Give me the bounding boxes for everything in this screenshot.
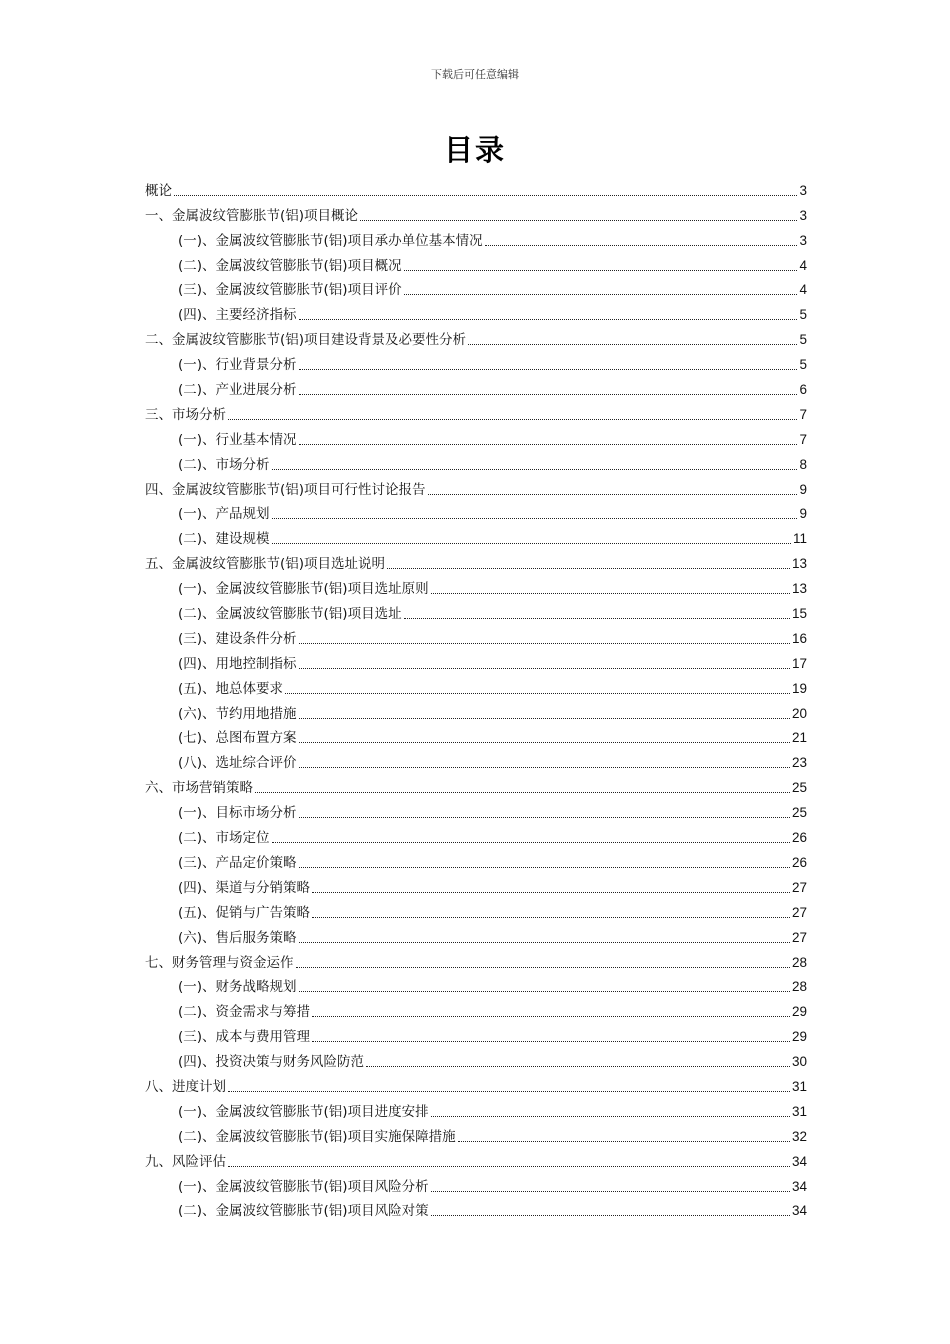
toc-page-number: 26: [791, 854, 807, 870]
dot-leader: [272, 842, 790, 843]
toc-page-number: 30: [791, 1054, 807, 1070]
toc-page-number: 19: [791, 680, 807, 696]
toc-entry-label: (二)、市场定位: [178, 830, 270, 847]
toc-entry-label: (一)、金属波纹管膨胀节(铝)项目承办单位基本情况: [178, 232, 483, 249]
toc-page-number: 25: [791, 805, 807, 821]
toc-entry-label: (一)、目标市场分析: [178, 805, 297, 822]
dot-leader: [228, 419, 797, 420]
toc-entry-label: (四)、渠道与分销策略: [178, 879, 311, 896]
toc-subentry[interactable]: [145, 251, 807, 276]
toc-entry-label: (二)、金属波纹管膨胀节(铝)项目风险对策: [178, 1203, 429, 1220]
toc-entry-label: (三)、金属波纹管膨胀节(铝)项目评价: [178, 282, 402, 299]
dot-leader: [387, 568, 790, 569]
toc-entry[interactable]: [145, 948, 807, 973]
toc-page-number: 6: [799, 382, 807, 398]
toc-subentry[interactable]: [145, 1172, 807, 1197]
dot-leader: [312, 892, 790, 893]
toc-entry-label: (二)、产业进展分析: [178, 382, 297, 399]
toc-entry-label: (一)、行业背景分析: [178, 357, 297, 374]
toc-subentry[interactable]: [145, 699, 807, 724]
toc-page-number: 34: [791, 1203, 807, 1219]
toc-entry-label: 一、金属波纹管膨胀节(铝)项目概论: [145, 207, 359, 224]
toc-entry-label: (二)、资金需求与筹措: [178, 1004, 311, 1021]
toc-page-number: 28: [791, 954, 807, 970]
dot-leader: [360, 220, 797, 221]
dot-leader: [431, 593, 790, 594]
dot-leader: [404, 294, 798, 295]
dot-leader: [431, 1116, 790, 1117]
toc-subentry[interactable]: [145, 1097, 807, 1122]
toc-subentry[interactable]: [145, 1047, 807, 1072]
toc-entry[interactable]: [145, 549, 807, 574]
toc-page-number: 28: [791, 979, 807, 995]
toc-entry-label: (二)、金属波纹管膨胀节(铝)项目实施保障措施: [178, 1128, 456, 1145]
toc-page-number: 8: [799, 456, 807, 472]
toc-entry[interactable]: [145, 325, 807, 350]
dot-leader: [285, 693, 790, 694]
toc-page-number: 27: [791, 929, 807, 945]
dot-leader: [296, 967, 790, 968]
toc-subentry[interactable]: [145, 873, 807, 898]
toc-page-number: 29: [791, 1029, 807, 1045]
toc-subentry[interactable]: [145, 973, 807, 998]
dot-leader: [255, 792, 790, 793]
toc-entry-label: 七、财务管理与资金运作: [145, 954, 294, 971]
toc-entry-label: 六、市场营销策略: [145, 780, 253, 797]
page-header-text: 下载后可任意编辑: [431, 68, 519, 81]
toc-entry-label: (三)、建设条件分析: [178, 630, 297, 647]
toc-page-number: 3: [799, 207, 807, 223]
toc-entry-label: (一)、金属波纹管膨胀节(铝)项目进度安排: [178, 1103, 429, 1120]
toc-entry-label: (一)、金属波纹管膨胀节(铝)项目选址原则: [178, 581, 429, 598]
toc-entry-label: (六)、节约用地措施: [178, 705, 297, 722]
toc-entry-label: (四)、投资决策与财务风险防范: [178, 1054, 365, 1071]
toc-entry-label: 三、市场分析: [145, 406, 226, 423]
dot-leader: [312, 1016, 790, 1017]
toc-subentry[interactable]: [145, 674, 807, 699]
table-of-contents: [145, 176, 807, 1221]
toc-subentry[interactable]: [145, 450, 807, 475]
toc-page-number: 25: [791, 780, 807, 796]
dot-leader: [312, 917, 790, 918]
dot-leader: [299, 668, 790, 669]
toc-page-number: 15: [791, 606, 807, 622]
toc-subentry[interactable]: [145, 848, 807, 873]
toc-entry-label: (二)、建设规模: [178, 531, 270, 548]
toc-entry-label: (五)、促销与广告策略: [178, 904, 311, 921]
toc-subentry[interactable]: [145, 500, 807, 525]
toc-page-number: 9: [799, 506, 807, 522]
toc-subentry[interactable]: [145, 425, 807, 450]
toc-page-number: 3: [799, 232, 807, 248]
toc-title: 目录: [443, 133, 506, 167]
toc-entry-label: 概论: [145, 182, 172, 199]
dot-leader: [299, 369, 798, 370]
toc-subentry[interactable]: [145, 748, 807, 773]
toc-entry[interactable]: [145, 1147, 807, 1172]
toc-entry[interactable]: [145, 773, 807, 798]
toc-page-number: 26: [791, 830, 807, 846]
dot-leader: [366, 1066, 790, 1067]
dot-leader: [272, 518, 798, 519]
toc-page-number: 20: [791, 705, 807, 721]
toc-subentry[interactable]: [145, 798, 807, 823]
toc-page-number: 31: [791, 1103, 807, 1119]
toc-subentry[interactable]: [145, 524, 807, 549]
dot-leader: [299, 643, 790, 644]
dot-leader: [485, 245, 798, 246]
toc-entry-label: (一)、产品规划: [178, 506, 270, 523]
dot-leader: [228, 1166, 790, 1167]
dot-leader: [404, 270, 798, 271]
toc-page-number: 5: [799, 307, 807, 323]
toc-subentry[interactable]: [145, 898, 807, 923]
toc-page-number: 13: [791, 556, 807, 572]
toc-entry-label: (六)、售后服务策略: [178, 929, 297, 946]
toc-subentry[interactable]: [145, 823, 807, 848]
toc-page-number: 9: [799, 481, 807, 497]
toc-entry-label: 八、进度计划: [145, 1078, 226, 1095]
toc-entry-label: (七)、总图布置方案: [178, 730, 297, 747]
dot-leader: [458, 1141, 790, 1142]
toc-page-number: 21: [791, 730, 807, 746]
toc-entry[interactable]: [145, 176, 807, 201]
toc-page-number: 16: [791, 630, 807, 646]
toc-subentry[interactable]: [145, 226, 807, 251]
dot-leader: [299, 817, 790, 818]
toc-subentry[interactable]: [145, 300, 807, 325]
toc-page-number: 23: [791, 755, 807, 771]
toc-entry[interactable]: [145, 201, 807, 226]
toc-page-number: 31: [791, 1078, 807, 1094]
dot-leader: [299, 991, 790, 992]
toc-page-number: 27: [791, 879, 807, 895]
toc-page-number: 3: [799, 182, 807, 198]
dot-leader: [428, 494, 798, 495]
dot-leader: [228, 1091, 790, 1092]
toc-page-number: 7: [799, 406, 807, 422]
toc-entry-label: (二)、金属波纹管膨胀节(铝)项目概况: [178, 257, 402, 274]
toc-entry-label: (一)、金属波纹管膨胀节(铝)项目风险分析: [178, 1178, 429, 1195]
dot-leader: [299, 394, 798, 395]
toc-page-number: 4: [799, 257, 807, 273]
toc-subentry[interactable]: [145, 276, 807, 301]
toc-entry-label: 九、风险评估: [145, 1153, 226, 1170]
dot-leader: [174, 195, 797, 196]
toc-subentry[interactable]: [145, 1022, 807, 1047]
toc-page-number: 27: [791, 904, 807, 920]
toc-entry-label: (五)、地总体要求: [178, 680, 284, 697]
toc-entry-label: (三)、成本与费用管理: [178, 1029, 311, 1046]
toc-page-number: 7: [799, 431, 807, 447]
toc-page-number: 32: [791, 1128, 807, 1144]
toc-entry-label: 五、金属波纹管膨胀节(铝)项目选址说明: [145, 556, 386, 573]
dot-leader: [299, 444, 798, 445]
toc-entry-label: (二)、市场分析: [178, 456, 270, 473]
toc-page-number: 13: [791, 581, 807, 597]
toc-page-number: 34: [791, 1178, 807, 1194]
dot-leader: [299, 742, 790, 743]
toc-subentry[interactable]: [145, 375, 807, 400]
toc-entry-label: (四)、用地控制指标: [178, 655, 297, 672]
toc-entry-label: (一)、财务战略规划: [178, 979, 297, 996]
toc-entry-label: (二)、金属波纹管膨胀节(铝)项目选址: [178, 606, 402, 623]
toc-entry-label: 四、金属波纹管膨胀节(铝)项目可行性讨论报告: [145, 481, 426, 498]
toc-page-number: 17: [791, 655, 807, 671]
dot-leader: [299, 718, 790, 719]
toc-page-number: 5: [799, 332, 807, 348]
toc-subentry[interactable]: [145, 599, 807, 624]
toc-subentry[interactable]: [145, 574, 807, 599]
toc-page-number: 29: [791, 1004, 807, 1020]
toc-entry[interactable]: [145, 475, 807, 500]
toc-entry-label: (三)、产品定价策略: [178, 854, 297, 871]
dot-leader: [299, 942, 790, 943]
dot-leader: [299, 867, 790, 868]
toc-subentry[interactable]: [145, 997, 807, 1022]
dot-leader: [431, 1215, 790, 1216]
toc-subentry[interactable]: [145, 649, 807, 674]
toc-page-number: 34: [791, 1153, 807, 1169]
dot-leader: [431, 1191, 790, 1192]
toc-page-number: 4: [799, 282, 807, 298]
toc-entry-label: 二、金属波纹管膨胀节(铝)项目建设背景及必要性分析: [145, 332, 467, 349]
toc-entry-label: (一)、行业基本情况: [178, 431, 297, 448]
dot-leader: [299, 767, 790, 768]
toc-entry-label: (八)、选址综合评价: [178, 755, 297, 772]
dot-leader: [299, 319, 798, 320]
toc-subentry[interactable]: [145, 923, 807, 948]
toc-subentry[interactable]: [145, 1197, 807, 1222]
toc-subentry[interactable]: [145, 624, 807, 649]
dot-leader: [468, 344, 797, 345]
toc-subentry[interactable]: [145, 350, 807, 375]
toc-page-number: 5: [799, 357, 807, 373]
toc-entry[interactable]: [145, 1072, 807, 1097]
dot-leader: [272, 543, 791, 544]
dot-leader: [272, 469, 798, 470]
toc-entry-label: (四)、主要经济指标: [178, 307, 297, 324]
toc-page-number: 11: [792, 531, 807, 547]
toc-subentry[interactable]: [145, 724, 807, 749]
dot-leader: [312, 1041, 790, 1042]
dot-leader: [404, 618, 790, 619]
toc-entry[interactable]: [145, 400, 807, 425]
toc-subentry[interactable]: [145, 1122, 807, 1147]
